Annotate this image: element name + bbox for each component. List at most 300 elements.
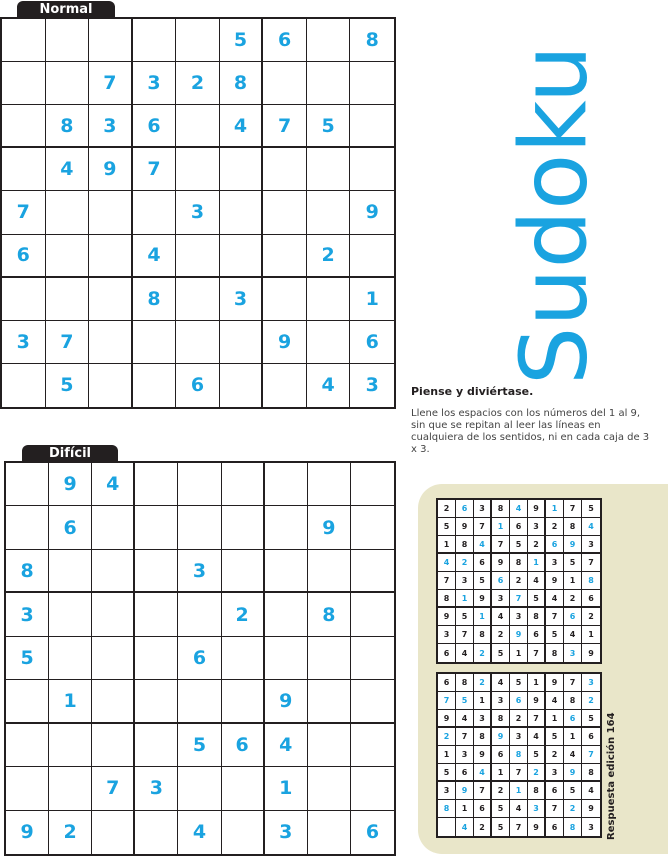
sudoku-cell: 3 [265,811,308,854]
sudoku-cell: 9 [49,463,92,506]
sudoku-cell [2,278,46,321]
sudoku-cell: 5 [474,572,492,590]
sudoku-cell [351,506,394,549]
sudoku-cell [49,767,92,810]
sudoku-cell: 5 [456,692,474,710]
sudoku-cell: 4 [528,728,546,746]
sudoku-cell: 2 [582,692,600,710]
sudoku-cell [2,364,46,407]
sudoku-cell: 8 [308,593,351,636]
sudoku-cell: 3 [6,593,49,636]
sudoku-cell [308,550,351,593]
sudoku-cell: 7 [564,500,582,518]
sudoku-cell [350,235,394,278]
sudoku-cell [133,364,177,407]
sudoku-cell [222,550,265,593]
sudoku-cell: 6 [176,364,220,407]
sudoku-cell [222,506,265,549]
sudoku-cell: 7 [510,764,528,782]
sudoku-cell: 2 [546,518,564,536]
sudoku-cell: 4 [178,811,221,854]
sudoku-cell: 9 [564,764,582,782]
sudoku-cell [133,321,177,364]
sudoku-cell [438,818,456,836]
sudoku-cell: 4 [492,674,510,692]
sudoku-cell: 5 [564,554,582,572]
sudoku-cell: 6 [564,608,582,626]
sudoku-title-text: Sudoku [500,44,608,386]
sudoku-cell [89,191,133,234]
sudoku-cell [308,680,351,723]
sudoku-cell: 2 [438,728,456,746]
sudoku-cell [135,463,178,506]
sudoku-cell: 1 [564,728,582,746]
sudoku-cell: 3 [474,500,492,518]
sudoku-cell: 3 [176,191,220,234]
sudoku-cell: 2 [438,500,456,518]
sudoku-cell [350,105,394,148]
sudoku-cell: 2 [492,626,510,644]
sudoku-cell: 2 [546,746,564,764]
sudoku-cell: 9 [474,746,492,764]
sudoku-cell [263,235,307,278]
sudoku-cell: 8 [582,764,600,782]
sudoku-cell: 6 [438,644,456,662]
sudoku-cell: 3 [546,554,564,572]
sudoku-cell: 8 [350,19,394,62]
sudoku-cell: 1 [528,674,546,692]
sudoku-cell [265,593,308,636]
sudoku-cell: 6 [456,764,474,782]
sudoku-cell: 5 [307,105,351,148]
sudoku-cell [2,62,46,105]
sudoku-cell [263,364,307,407]
sudoku-cell: 4 [456,818,474,836]
sudoku-cell [135,724,178,767]
sudoku-cell: 2 [564,590,582,608]
sudoku-cell: 2 [582,608,600,626]
sudoku-cell: 5 [582,710,600,728]
sudoku-cell [351,550,394,593]
sudoku-cell: 9 [510,626,528,644]
sudoku-cell: 6 [438,674,456,692]
sudoku-cell: 4 [133,235,177,278]
sudoku-cell: 4 [474,764,492,782]
sudoku-cell: 3 [492,692,510,710]
sudoku-cell: 3 [178,550,221,593]
sudoku-cell: 2 [307,235,351,278]
sudoku-cell: 1 [582,626,600,644]
sudoku-cell: 1 [528,554,546,572]
sudoku-cell [350,148,394,191]
sudoku-cell: 8 [474,728,492,746]
sudoku-cell: 6 [510,518,528,536]
sudoku-cell: 8 [528,608,546,626]
sudoku-cell [46,62,90,105]
sudoku-cell: 4 [46,148,90,191]
sudoku-cell: 5 [46,364,90,407]
sudoku-cell: 3 [133,62,177,105]
sudoku-cell: 9 [582,800,600,818]
sudoku-cell: 5 [510,674,528,692]
sudoku-cell: 5 [492,800,510,818]
sudoku-cell: 6 [263,19,307,62]
sudoku-cell: 2 [222,593,265,636]
sudoku-cell [220,191,264,234]
sudoku-cell [2,105,46,148]
sudoku-cell: 3 [89,105,133,148]
sudoku-cell [307,62,351,105]
sudoku-cell [263,148,307,191]
sudoku-cell: 6 [49,506,92,549]
sudoku-cell: 8 [510,746,528,764]
sudoku-cell: 2 [176,62,220,105]
instructions-heading: Piense y diviértase. [411,385,534,398]
sudoku-cell: 3 [582,536,600,554]
sudoku-cell: 1 [456,800,474,818]
sudoku-cell [89,364,133,407]
sudoku-cell [222,767,265,810]
sudoku-cell [220,148,264,191]
sudoku-cell: 5 [178,724,221,767]
sudoku-cell [49,593,92,636]
sudoku-cell: 3 [510,728,528,746]
sudoku-cell: 4 [438,554,456,572]
sudoku-cell [307,148,351,191]
sudoku-cell: 6 [365,821,380,844]
sudoku-cell: 5 [456,608,474,626]
sudoku-cell: 7 [456,626,474,644]
sudoku-cell: 8 [564,518,582,536]
sudoku-cell: 9 [492,728,510,746]
sudoku-cell: 4 [456,644,474,662]
sudoku-cell [351,463,394,506]
sudoku-cell: 9 [308,506,351,549]
sudoku-cell: 7 [263,105,307,148]
sudoku-cell [263,62,307,105]
sudoku-cell [133,19,177,62]
sudoku-grid-dificil [4,461,396,856]
sudoku-cell [135,593,178,636]
sudoku-cell [92,593,135,636]
sudoku-cell [265,506,308,549]
sudoku-cell: 6 [350,321,394,364]
sudoku-cell: 9 [263,321,307,364]
sudoku-cell: 6 [492,746,510,764]
sudoku-cell: 5 [546,728,564,746]
sudoku-cell [265,463,308,506]
sudoku-cell: 6 [564,710,582,728]
sudoku-cell [307,19,351,62]
sudoku-cell [92,550,135,593]
sudoku-cell: 3 [582,674,600,692]
sudoku-cell [6,463,49,506]
sudoku-cell [176,278,220,321]
sudoku-cell [46,278,90,321]
sudoku-cell: 4 [265,724,308,767]
sudoku-cell: 6 [528,626,546,644]
sudoku-cell: 2 [49,811,92,854]
sudoku-cell: 7 [510,590,528,608]
sudoku-cell: 4 [492,608,510,626]
sudoku-cell: 7 [492,536,510,554]
sudoku-cell: 2 [528,536,546,554]
sudoku-cell: 9 [456,518,474,536]
sudoku-cell [135,637,178,680]
sudoku-cell: 5 [564,782,582,800]
sudoku-cell [135,811,178,854]
sudoku-cell [178,767,221,810]
sudoku-cell: 6 [222,724,265,767]
sudoku-cell [135,680,178,723]
sudoku-cell: 6 [546,818,564,836]
sudoku-cell [178,593,221,636]
sudoku-cell: 3 [456,572,474,590]
sudoku-cell: 7 [438,692,456,710]
sudoku-cell: 8 [456,536,474,554]
sudoku-cell: 4 [220,105,264,148]
sudoku-cell: 9 [474,590,492,608]
sudoku-cell [178,506,221,549]
sudoku-cell: 7 [564,674,582,692]
sudoku-cell [46,235,90,278]
sudoku-cell: 9 [528,500,546,518]
sudoku-cell: 1 [350,278,394,321]
sudoku-cell [220,364,264,407]
sudoku-cell [308,767,351,810]
sudoku-cell [351,593,394,636]
sudoku-cell [265,550,308,593]
sudoku-cell [263,191,307,234]
sudoku-cell [6,506,49,549]
sudoku-cell: 5 [6,637,49,680]
sudoku-cell: 7 [456,728,474,746]
sudoku-cell: 3 [588,822,594,832]
sudoku-cell: 7 [2,191,46,234]
sudoku-cell: 9 [528,818,546,836]
sudoku-cell [92,637,135,680]
sudoku-cell: 9 [6,811,49,854]
sudoku-cell: 1 [510,644,528,662]
sudoku-cell [222,811,265,854]
sudoku-cell: 3 [528,518,546,536]
sudoku-cell [49,550,92,593]
sudoku-cell: 4 [528,572,546,590]
answers-label: Respuesta edición 164 [606,712,617,840]
sudoku-cell: 8 [564,692,582,710]
sudoku-cell: 8 [6,550,49,593]
answer-grid-1 [436,498,602,664]
sudoku-cell [2,19,46,62]
sudoku-cell: 1 [510,782,528,800]
sudoku-cell [135,506,178,549]
sudoku-cell: 2 [474,644,492,662]
sudoku-cell: 5 [528,590,546,608]
sudoku-cell [135,550,178,593]
sudoku-cell: 2 [510,572,528,590]
sudoku-cell: 4 [474,536,492,554]
sudoku-cell: 9 [89,148,133,191]
sudoku-cell: 7 [438,572,456,590]
sudoku-title [460,44,608,386]
sudoku-cell: 8 [46,105,90,148]
sudoku-cell: 4 [92,463,135,506]
sudoku-cell [308,811,351,854]
sudoku-cell: 6 [546,782,564,800]
sudoku-cell: 3 [135,767,178,810]
answer-grid-2 [436,672,602,838]
sudoku-cell: 9 [546,572,564,590]
sudoku-cell: 1 [492,518,510,536]
tab-normal: Normal [17,1,115,19]
sudoku-cell: 4 [582,782,600,800]
sudoku-cell [49,637,92,680]
sudoku-cell: 1 [438,536,456,554]
sudoku-cell: 6 [492,572,510,590]
sudoku-cell: 6 [456,500,474,518]
sudoku-cell [220,321,264,364]
sudoku-cell [92,680,135,723]
sudoku-cell: 9 [456,782,474,800]
sudoku-cell: 9 [564,536,582,554]
sudoku-grid-normal [0,17,396,409]
sudoku-cell: 8 [492,710,510,728]
sudoku-cell: 5 [220,19,264,62]
sudoku-cell [133,191,177,234]
sudoku-cell: 5 [510,536,528,554]
sudoku-cell: 4 [510,800,528,818]
sudoku-cell: 4 [456,710,474,728]
sudoku-cell: 8 [474,626,492,644]
sudoku-cell: 9 [265,680,308,723]
sudoku-cell [89,321,133,364]
sudoku-cell: 3 [528,800,546,818]
sudoku-cell: 1 [49,680,92,723]
sudoku-cell [176,148,220,191]
sudoku-cell: 4 [546,590,564,608]
sudoku-cell: 8 [492,500,510,518]
sudoku-cell: 4 [582,518,600,536]
sudoku-cell: 1 [492,764,510,782]
sudoku-cell: 3 [456,746,474,764]
sudoku-cell: 6 [474,554,492,572]
sudoku-cell: 6 [2,235,46,278]
sudoku-cell [308,637,351,680]
sudoku-cell [308,463,351,506]
sudoku-cell: 8 [528,782,546,800]
sudoku-cell: 7 [528,710,546,728]
sudoku-cell: 6 [133,105,177,148]
sudoku-cell: 6 [546,536,564,554]
sudoku-cell [265,637,308,680]
sudoku-cell: 7 [474,782,492,800]
sudoku-cell: 3 [510,608,528,626]
sudoku-cell [176,105,220,148]
sudoku-cell: 2 [474,818,492,836]
sudoku-cell: 7 [546,608,564,626]
sudoku-cell: 1 [265,767,308,810]
sudoku-cell: 7 [546,800,564,818]
sudoku-cell [89,278,133,321]
sudoku-cell: 8 [438,800,456,818]
sudoku-cell: 3 [438,626,456,644]
sudoku-cell [307,321,351,364]
sudoku-cell [92,724,135,767]
tab-dificil: Difícil [22,445,118,463]
sudoku-cell [351,637,394,680]
sudoku-cell: 7 [474,518,492,536]
instructions-body: Llene los espacios con los números del 1 al 9, sin que se repitan al leer las líneas en cualquiera de los sentidos, ni en cada caja de 3 x 3. [411,408,650,455]
sudoku-cell [178,680,221,723]
sudoku-cell: 3 [220,278,264,321]
sudoku-cell [6,724,49,767]
sudoku-cell: 5 [546,626,564,644]
sudoku-cell: 8 [564,818,582,836]
sudoku-cell: 4 [564,746,582,764]
sudoku-cell: 6 [582,728,600,746]
sudoku-cell [308,724,351,767]
sudoku-cell: 8 [220,62,264,105]
sudoku-cell: 9 [588,648,594,658]
sudoku-cell: 4 [546,692,564,710]
sudoku-cell: 8 [438,590,456,608]
sudoku-cell [6,680,49,723]
sudoku-cell [220,235,264,278]
sudoku-cell: 5 [528,746,546,764]
sudoku-cell: 3 [564,644,582,662]
sudoku-cell [46,191,90,234]
sudoku-cell: 7 [133,148,177,191]
sudoku-cell: 9 [492,554,510,572]
sudoku-cell: 6 [474,800,492,818]
sudoku-cell: 7 [89,62,133,105]
sudoku-cell: 3 [365,374,379,397]
sudoku-cell [263,278,307,321]
sudoku-cell: 1 [546,710,564,728]
sudoku-cell: 7 [46,321,90,364]
sudoku-cell: 2 [564,800,582,818]
sudoku-cell: 1 [474,608,492,626]
sudoku-cell: 8 [133,278,177,321]
sudoku-cell: 3 [546,764,564,782]
sudoku-cell: 8 [510,554,528,572]
sudoku-cell [351,724,394,767]
sudoku-cell: 2 [492,782,510,800]
sudoku-cell: 8 [456,674,474,692]
sudoku-cell: 2 [456,554,474,572]
sudoku-cell: 6 [510,692,528,710]
sudoku-cell: 6 [178,637,221,680]
sudoku-cell: 4 [564,626,582,644]
sudoku-cell [6,767,49,810]
sudoku-cell [89,235,133,278]
sudoku-cell: 3 [474,710,492,728]
sudoku-cell: 7 [510,818,528,836]
sudoku-cell: 9 [546,674,564,692]
sudoku-cell: 2 [474,674,492,692]
sudoku-cell: 5 [438,764,456,782]
sudoku-cell: 1 [546,500,564,518]
sudoku-cell: 4 [510,500,528,518]
sudoku-cell: 7 [528,644,546,662]
sudoku-cell: 8 [546,644,564,662]
sudoku-cell: 7 [582,746,600,764]
sudoku-cell [222,637,265,680]
sudoku-cell: 3 [492,590,510,608]
sudoku-cell: 3 [438,782,456,800]
sudoku-cell: 5 [492,818,510,836]
sudoku-cell: 5 [438,518,456,536]
